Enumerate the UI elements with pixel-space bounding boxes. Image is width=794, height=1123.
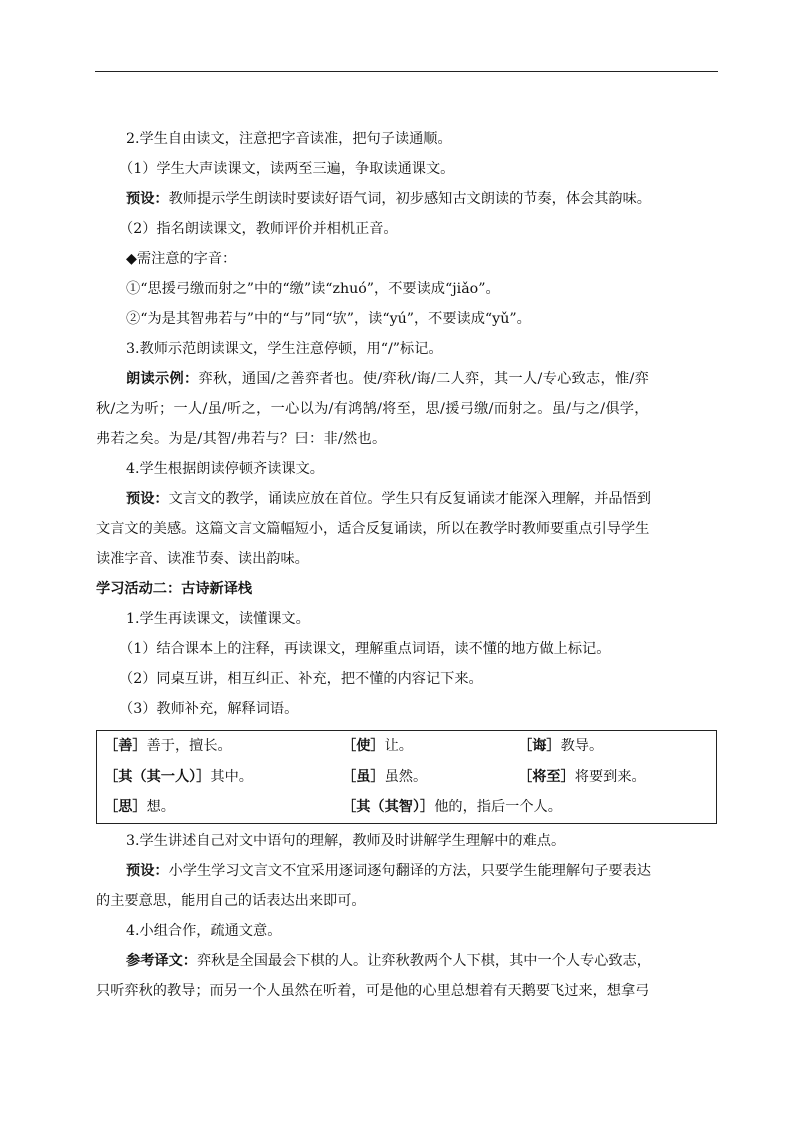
glossary-def: 他的，指后一个人。 [434, 799, 562, 815]
reading-example-line-2: 秋/之为听；一人/虽/听之，一心以为/有鸿鹄/将至，思/援弓缴/而射之。虽/与之/俱学， [96, 401, 649, 417]
document-body [96, 124, 718, 1006]
activity-2-step-4: 4.小组合作，疏通文意。 [126, 922, 282, 939]
activity-2-heading: 学习活动二：古诗新译栈 [96, 581, 253, 597]
glossary-entry [342, 731, 413, 762]
glossary-term: ［虽］ [342, 768, 385, 785]
substep-2-named-reading: （2）指名朗读课文，教师评价并相机正音。 [119, 221, 398, 237]
pronunciation-note-1: ①“思援弓缴而射之”中的“缴”读“zhuó”，不要读成“jiǎo”。 [126, 281, 500, 297]
step-4-group-reading: 4.学生根据朗读停顿齐读课文。 [126, 461, 324, 477]
translation-text-1: 弈秋是全国最会下棋的人。让弈秋教两个人下棋，其中一个人专心致志， [196, 952, 651, 969]
glossary-def: 虽然。 [384, 768, 428, 785]
glossary-term: ［诲］ [518, 738, 561, 754]
preset-note-2-line-2: 文言文的美感。这篇文言文篇幅短小，适合反复诵读，所以在教学时教师要重点引导学生 [96, 521, 650, 537]
glossary-entry [104, 731, 232, 762]
glossary-term: ［思］ [104, 799, 147, 815]
translation-label: 参考译文： [126, 952, 197, 969]
activity-2-step-3: 3.学生讲述自己对文中语句的理解，教师及时讲解学生理解中的难点。 [126, 832, 566, 849]
glossary-entry [342, 792, 562, 823]
glossary-def: 想。 [146, 799, 175, 815]
substep-1-loud-reading: （1）学生大声读课文，读两至三遍，争取读通课文。 [119, 161, 455, 177]
glossary-def: 让。 [384, 738, 413, 754]
step-3-demo-reading: 3.教师示范朗读课文，学生注意停顿，用“/”标记。 [126, 341, 443, 357]
glossary-def: 善于，擅长。 [146, 738, 232, 754]
glossary-row [97, 792, 716, 823]
step-2-free-reading: 2.学生自由读文，注意把字音读准，把句子读通顺。 [126, 131, 452, 147]
translation-line-1 [96, 946, 718, 976]
glossary-def: 教导。 [560, 738, 604, 754]
preset-text: 教师提示学生朗读时要读好语气词，初步感知古文朗读的节奏，体会其韵味。 [168, 191, 651, 207]
translation-line-2: 只听弈秋的教导；而另一个人虽然在听着，可是他的心里总想着有天鹅要飞过来，想拿弓 [96, 982, 650, 999]
activity-2-step-1: 1.学生再读课文，读懂课文。 [126, 611, 310, 627]
glossary-def: 其中。 [210, 768, 253, 785]
glossary-entry [342, 762, 427, 793]
preset-label: 预设： [126, 191, 169, 207]
reading-example-text-1: 弈秋，通国/之善弈者也。使/弈秋/诲/二人弈，其一人/专心致志，惟/弈 [198, 371, 650, 387]
reading-example-line-3: 弗若之矣。为是/其智/弗若与？曰：非/然也。 [96, 431, 387, 447]
preset-note-2-line-3: 读准字音、读准节奏、读出韵味。 [96, 551, 309, 567]
reading-example-line-1 [96, 364, 718, 394]
glossary-row [97, 731, 716, 762]
glossary-term: ［将至］ [518, 768, 575, 785]
glossary-term: ［其（其一人）］ [104, 768, 211, 785]
glossary-term: ［善］ [104, 738, 147, 754]
preset-label: 预设： [126, 491, 169, 507]
preset-note-1 [96, 184, 718, 214]
glossary-entry [104, 792, 175, 823]
activity-2-substep-3: （3）教师补充，解释词语。 [119, 701, 299, 717]
preset-note-3-line-1 [96, 856, 718, 886]
preset-label: 预设： [126, 862, 169, 879]
preset-note-3-line-2: 的主要意思，能用自己的话表达出来即可。 [96, 892, 366, 909]
preset-note-2-line-1 [96, 484, 718, 514]
glossary-row [97, 762, 716, 793]
activity-2-substep-2: （2）同桌互讲，相互纠正、补充，把不懂的内容记下来。 [119, 671, 483, 687]
glossary-entry [518, 731, 603, 762]
glossary-entry [518, 762, 646, 793]
pronunciation-heading: ◆需注意的字音： [126, 251, 237, 267]
glossary-term: ［其（其智）］ [342, 799, 435, 815]
header-rule [95, 71, 718, 72]
preset-text: 小学生学习文言文不宜采用逐词逐句翻译的方法，只要学生能理解句子要表达 [168, 862, 651, 879]
reading-example-label: 朗读示例： [126, 371, 199, 387]
glossary-table [96, 730, 717, 824]
preset-text: 文言文的教学，诵读应放在首位。学生只有反复诵读才能深入理解，并品悟到 [168, 491, 651, 507]
glossary-entry [104, 762, 253, 793]
pronunciation-note-2: ②“为是其智弗若与”中的“与”同“欤”，读“yú”，不要读成“yǔ”。 [126, 311, 531, 327]
glossary-def: 将要到来。 [574, 768, 646, 785]
glossary-term: ［使］ [342, 738, 385, 754]
activity-2-substep-1: （1）结合课本上的注释，再读课文，理解重点词语，读不懂的地方做上标记。 [119, 641, 611, 657]
